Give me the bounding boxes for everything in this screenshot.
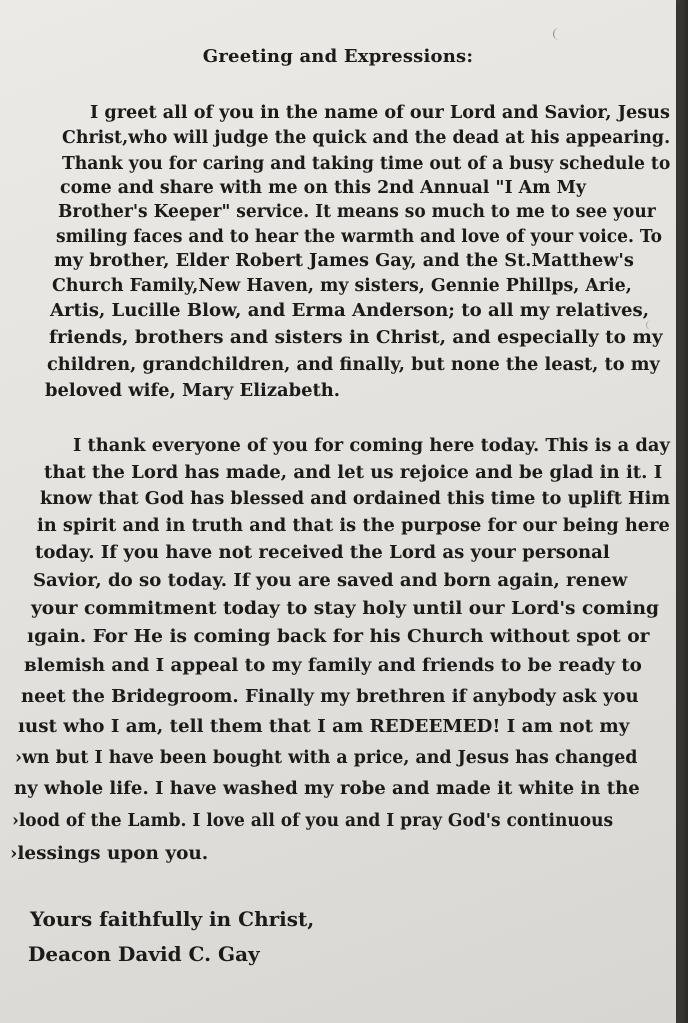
paragraph-2-line: I thank everyone of you for coming here today. This is a day [73, 436, 670, 456]
paragraph-1-line: Brother's Keeper" service. It means so much to me to see your [58, 202, 656, 222]
paragraph-2-line: in spirit and in truth and that is the purpose for our being here [37, 516, 670, 536]
paragraph-1-line: friends, brothers and sisters in Christ, and especially to my [49, 328, 663, 348]
paragraph-2-line: ıgain. For He is coming back for his Church without spot or [27, 627, 650, 647]
paragraph-2-line: ›wn but I have been bought with a price, and Jesus has changed [15, 748, 638, 768]
paragraph-2-line: today. If you have not received the Lord as your personal [35, 543, 610, 563]
paragraph-1-line: Thank you for caring and taking time out of a busy schedule to [62, 154, 671, 174]
paragraph-2-line: your commitment today to stay holy until our Lord's coming [31, 599, 660, 619]
paragraph-2-line: ny whole life. I have washed my robe and made it white in the [14, 779, 640, 799]
signature: Deacon David C. Gay [28, 942, 260, 966]
paragraph-2-line: that the Lord has made, and let us rejoice and be glad in it. I [44, 463, 663, 483]
paragraph-2-line: ›lessings upon you. [10, 844, 209, 864]
paragraph-2-line: ›lood of the Lamb. I love all of you and I pray God's continuous [12, 811, 614, 831]
paragraph-2-line: ʙlemish and I appeal to my family and friends to be ready to [24, 656, 642, 676]
paragraph-1-line: my brother, Elder Robert James Gay, and the St.Matthew's [54, 251, 634, 271]
paragraph-1-line: I greet all of you in the name of our Lord and Savior, Jesus [90, 103, 670, 123]
paragraph-1-line: come and share with me on this 2nd Annual "I Am My [60, 178, 586, 198]
letter-title: Greeting and Expressions: [202, 46, 474, 67]
paragraph-1-line: Artis, Lucille Blow, and Erma Anderson; to all my relatives, [50, 301, 650, 321]
paragraph-1-line: Church Family,New Haven, my sisters, Gennie Phillps, Arie, [52, 276, 632, 296]
paragraph-2-line: neet the Bridegroom. Finally my brethren if anybody ask you [21, 687, 639, 707]
paragraph-1-line: children, grandchildren, and finally, but none the least, to my [47, 355, 660, 375]
paragraph-2-line: Savior, do so today. If you are saved and born again, renew [33, 571, 628, 591]
paragraph-2-line: know that God has blessed and ordained this time to uplift Him [40, 489, 671, 509]
paragraph-2-line: ıust who I am, tell them that I am REDEEMED! I am not my [18, 717, 630, 737]
paragraph-1-line: smiling faces and to hear the warmth and love of your voice. To [56, 227, 662, 247]
closing-line: Yours faithfully in Christ, [30, 907, 315, 931]
paragraph-1-line: Christ,who will judge the quick and the dead at his appearing. [62, 128, 671, 148]
paragraph-1-line: beloved wife, Mary Elizabeth. [45, 381, 341, 401]
